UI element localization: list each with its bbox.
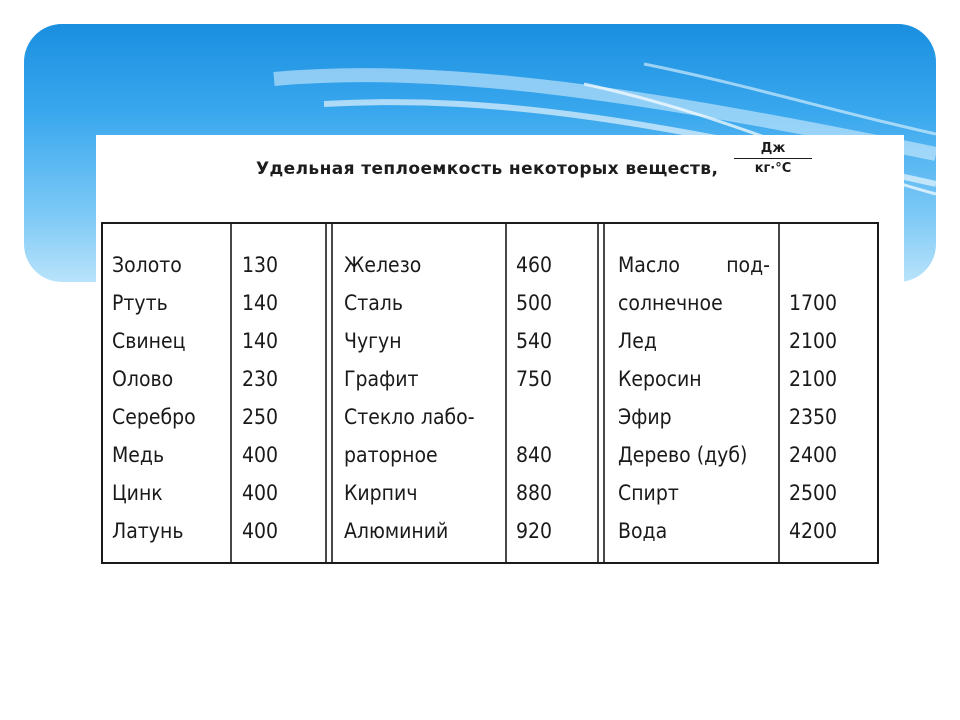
substance-name: Эфир <box>618 405 672 429</box>
substance-name: Свинец <box>112 329 186 353</box>
substance-name: Спирт <box>618 481 679 505</box>
heat-capacity-value: 2500 <box>789 481 838 505</box>
heat-capacity-value: 400 <box>242 519 279 543</box>
substance-name: Серебро <box>112 405 196 429</box>
heat-capacity-value: 1700 <box>789 291 838 315</box>
substance-name: Сталь <box>344 291 403 315</box>
substance-name: Медь <box>112 443 165 467</box>
substance-name: Железо <box>344 253 422 277</box>
heat-capacity-value: 460 <box>516 253 553 277</box>
substance-name: Латунь <box>112 519 184 543</box>
heat-capacity-value: 230 <box>242 367 279 391</box>
heat-capacity-value: 4200 <box>789 519 838 543</box>
heat-capacity-value: 840 <box>516 443 553 467</box>
substance-name: Алюминий <box>344 519 449 543</box>
substance-name: Олово <box>112 367 174 391</box>
heat-capacity-value: 250 <box>242 405 279 429</box>
substance-name: Кирпич <box>344 481 418 505</box>
heat-capacity-value: 540 <box>516 329 553 353</box>
substance-name: Вода <box>618 519 668 543</box>
heat-capacity-value: 2100 <box>789 367 838 391</box>
heat-capacity-value: 140 <box>242 329 279 353</box>
substance-name: Цинк <box>112 481 163 505</box>
heat-capacity-value: 2100 <box>789 329 838 353</box>
substance-name: Лед <box>618 329 657 353</box>
substance-name: солнечное <box>618 291 723 315</box>
unit-denominator: кг·°С <box>754 161 792 176</box>
heat-capacity-value: 130 <box>242 253 279 277</box>
substance-name: Золото <box>112 253 182 277</box>
heat-capacity-value: 880 <box>516 481 553 505</box>
heat-capacity-value: 2350 <box>789 405 838 429</box>
specific-heat-table-image <box>96 135 904 575</box>
heat-capacity-value: 400 <box>242 481 279 505</box>
heat-capacity-value: 750 <box>516 367 553 391</box>
substance-name: Керосин <box>618 367 702 391</box>
heat-capacity-value: 2400 <box>789 443 838 467</box>
substance-name: Ртуть <box>112 291 168 315</box>
substance-name: Масло под- <box>618 253 770 277</box>
substance-name: Дерево (дуб) <box>618 443 748 467</box>
heat-capacity-value: 500 <box>516 291 553 315</box>
substance-name: Графит <box>344 367 419 391</box>
table-title: Удельная теплоемкость некоторых веществ, <box>256 159 719 179</box>
substance-name: раторное <box>344 443 438 467</box>
heat-capacity-value: 920 <box>516 519 553 543</box>
heat-capacity-value: 400 <box>242 443 279 467</box>
substance-name: Стекло лабо- <box>344 405 475 429</box>
unit-numerator: Дж <box>734 141 812 159</box>
table-grid-lines <box>96 135 904 575</box>
heat-capacity-value: 140 <box>242 291 279 315</box>
substance-name: Чугун <box>344 329 402 353</box>
